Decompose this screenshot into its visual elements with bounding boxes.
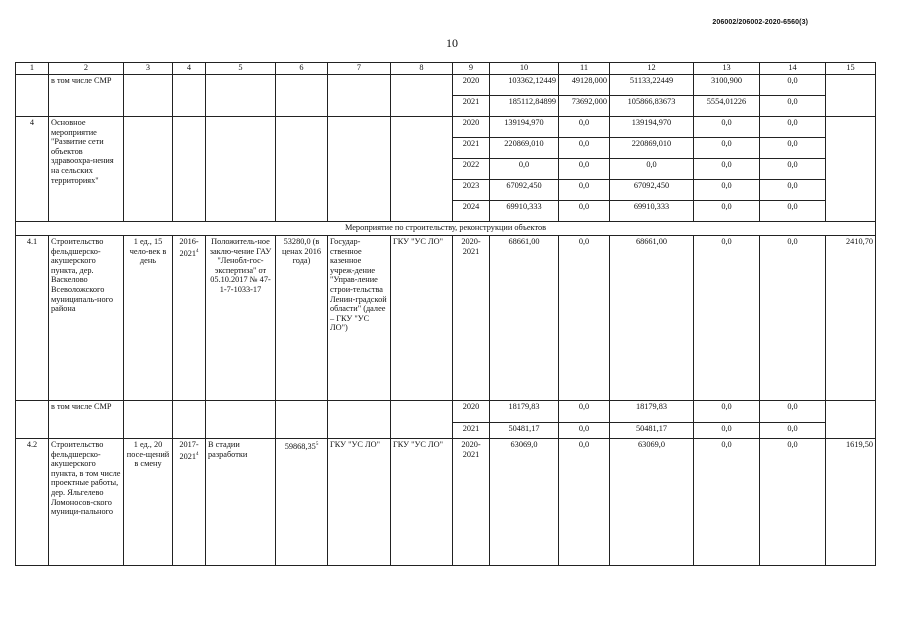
table-row [16, 75, 876, 96]
value-cell: 2410,70 [826, 236, 876, 401]
value-cell: 103362,12449 [490, 75, 559, 96]
value-cell: 68661,00 [490, 236, 559, 401]
col-header: 13 [694, 63, 760, 75]
col-header: 15 [826, 63, 876, 75]
column-number-row [16, 63, 876, 75]
value-cell: 0,0 [694, 138, 760, 159]
value-cell: 0,0 [694, 401, 760, 423]
table-row [16, 439, 876, 566]
value-cell: 63069,0 [490, 439, 559, 566]
customer-cell: Государ-ственное казенное учреж-дение "Управ-ление строи-тельства Ленин-градской области" (далее – ГКУ "УС ЛО") [328, 236, 391, 401]
col-header: 3 [124, 63, 173, 75]
value-cell: 5554,01226 [694, 96, 760, 117]
value-cell: 105866,83673 [610, 96, 694, 117]
object-name: Строительство фельдшерско-акушерского пункта, дер. Васкелово Всеволожского муниципаль-ного района [49, 236, 124, 401]
row-number: 4.1 [16, 236, 49, 401]
value-cell: 0,0 [610, 159, 694, 180]
row-label: в том числе СМР [49, 75, 124, 117]
expertise-cell: В стадии разработки [206, 439, 276, 566]
value-cell: 0,0 [490, 159, 559, 180]
value-cell: 69910,333 [490, 201, 559, 222]
value-cell: 73692,000 [559, 96, 610, 117]
executor-cell: ГКУ "УС ЛО" [391, 439, 453, 566]
period-cell: 2017-2021$^4$ [173, 439, 206, 566]
value-cell: 0,0 [760, 401, 826, 423]
value-cell: 0,0 [559, 201, 610, 222]
col-header: 2 [49, 63, 124, 75]
cost-cell: 59868,35$^5$ [276, 439, 328, 566]
year-cell: 2021 [453, 138, 490, 159]
value-cell: 0,0 [694, 423, 760, 439]
object-name: Строительство фельдшерско-акушерского пункта, в том числе проектные работы, дер. Яльгелево Ломоносов-ского муници-пального [49, 439, 124, 566]
value-cell: 185112,84899 [490, 96, 559, 117]
row-label: в том числе СМР [49, 401, 124, 439]
col-header: 12 [610, 63, 694, 75]
year-cell: 2024 [453, 201, 490, 222]
footnote-mark: 4 [196, 248, 199, 254]
value-cell: 0,0 [760, 423, 826, 439]
value-cell: 1619,50 [826, 439, 876, 566]
value-cell: 63069,0 [610, 439, 694, 566]
period-cell: 2016-2021$^4$ [173, 236, 206, 401]
value-cell: 139194,970 [610, 117, 694, 138]
value-cell: 50481,17 [490, 423, 559, 439]
table-row [16, 236, 876, 401]
capacity-cell: 1 ед., 15 чело-век в день [124, 236, 173, 401]
value-cell: 0,0 [760, 439, 826, 566]
year-cell: 2020 [453, 75, 490, 96]
page-number: 10 [446, 36, 458, 50]
value-cell: 0,0 [760, 96, 826, 117]
col-header: 1 [16, 63, 49, 75]
customer-cell: ГКУ "УС ЛО" [328, 439, 391, 566]
col-header: 10 [490, 63, 559, 75]
col-header: 14 [760, 63, 826, 75]
table-row [16, 401, 876, 423]
value-cell: 3100,900 [694, 75, 760, 96]
expertise-cell: Положитель-ное заклю-чение ГАУ "Ленобл-гос-экспертиза" от 05.10.2017 № 47-1-7-1033-17 [206, 236, 276, 401]
value-cell: 0,0 [694, 159, 760, 180]
row-label: Основное мероприятие "Развитие сети объектов здравоохра-нения на сельских территориях" [49, 117, 124, 222]
value-cell: 0,0 [559, 236, 610, 401]
col-header: 7 [328, 63, 391, 75]
value-cell: 69910,333 [610, 201, 694, 222]
value-cell: 0,0 [760, 159, 826, 180]
year-cell: 2020-2021 [453, 439, 490, 566]
document-id: 206002/206002-2020-6560(3) [712, 19, 808, 26]
value-cell: 0,0 [559, 180, 610, 201]
footnote-mark: 5 [315, 442, 319, 447]
value-cell: 0,0 [760, 236, 826, 401]
col-header: 4 [173, 63, 206, 75]
value-cell: 0,0 [760, 138, 826, 159]
value-cell: 0,0 [694, 117, 760, 138]
value-cell: 0,0 [694, 201, 760, 222]
year-cell: 2020-2021 [453, 236, 490, 401]
value-cell: 0,0 [760, 201, 826, 222]
value-cell: 0,0 [760, 75, 826, 96]
value-cell: 0,0 [559, 401, 610, 423]
value-cell: 0,0 [559, 423, 610, 439]
value-cell: 220869,010 [490, 138, 559, 159]
value-cell: 0,0 [694, 439, 760, 566]
col-header: 6 [276, 63, 328, 75]
value-cell: 51133,22449 [610, 75, 694, 96]
year-cell: 2021 [453, 96, 490, 117]
program-table [15, 62, 876, 566]
year-cell: 2020 [453, 401, 490, 423]
year-cell: 2023 [453, 180, 490, 201]
value-cell: 68661,00 [610, 236, 694, 401]
year-cell: 2020 [453, 117, 490, 138]
value-cell: 0,0 [559, 439, 610, 566]
value-cell: 220869,010 [610, 138, 694, 159]
value-cell: 139194,970 [490, 117, 559, 138]
value-cell: 18179,83 [610, 401, 694, 423]
col-header: 5 [206, 63, 276, 75]
value-cell: 0,0 [760, 180, 826, 201]
value-cell: 0,0 [694, 236, 760, 401]
value-cell: 49128,000 [559, 75, 610, 96]
cost-cell: 53280,0 (в ценах 2016 года) [276, 236, 328, 401]
value-cell: 18179,83 [490, 401, 559, 423]
footnote-mark: 4 [196, 451, 199, 457]
section-row [16, 222, 876, 236]
col-header: 9 [453, 63, 490, 75]
value-cell: 50481,17 [610, 423, 694, 439]
value-cell: 67092,450 [490, 180, 559, 201]
value-cell: 67092,450 [610, 180, 694, 201]
value-cell: 0,0 [559, 117, 610, 138]
value-cell: 0,0 [559, 159, 610, 180]
value-cell: 0,0 [694, 180, 760, 201]
value-cell: 0,0 [559, 138, 610, 159]
executor-cell: ГКУ "УС ЛО" [391, 236, 453, 401]
col-header: 11 [559, 63, 610, 75]
table-row [16, 117, 876, 138]
col-header: 8 [391, 63, 453, 75]
section-title: Мероприятие по строительству, реконструкции объектов [16, 222, 876, 236]
value-cell: 0,0 [760, 117, 826, 138]
row-number: 4.2 [16, 439, 49, 566]
row-number: 4 [16, 117, 49, 222]
year-cell: 2022 [453, 159, 490, 180]
year-cell: 2021 [453, 423, 490, 439]
capacity-cell: 1 ед., 20 посе-щений в смену [124, 439, 173, 566]
